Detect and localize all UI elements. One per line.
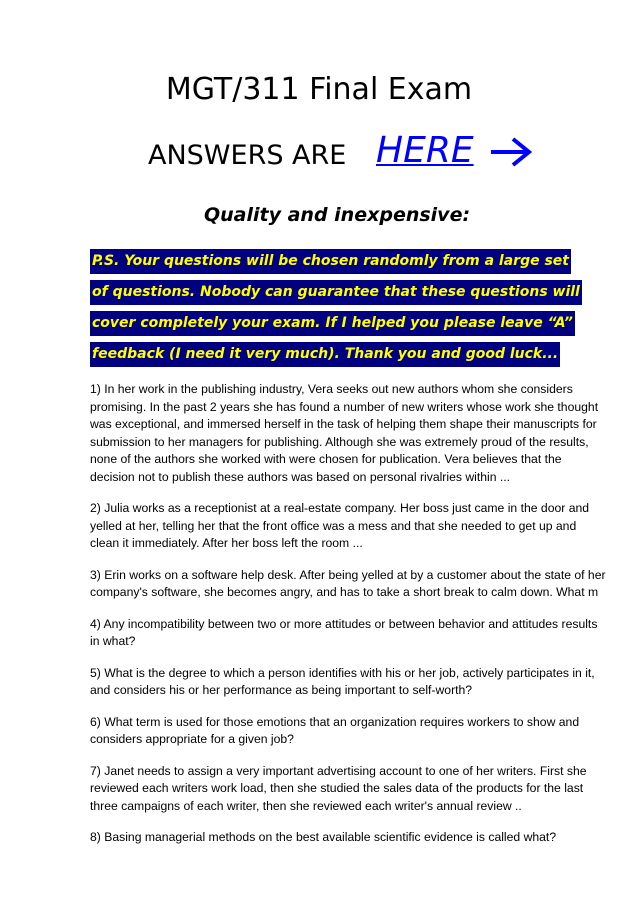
- question-line: promising. In the past 2 years she has found a number of new writers whose work she thought: [90, 399, 599, 414]
- question-3: [90, 567, 606, 602]
- document-title: MGT/311 Final Exam: [165, 72, 473, 107]
- subtitle: Quality and inexpensive:: [204, 204, 471, 226]
- ps-line: P.S. Your questions will be chosen randomly from a large set: [90, 249, 571, 274]
- answers-label: ANSWERS ARE: [148, 140, 347, 171]
- question-line: submission to her managers for publishing. Although she was extremely proud of the results,: [90, 434, 589, 449]
- question-line: 4) Any incompatibility between two or more attitudes or between behavior and attitudes results: [90, 616, 598, 631]
- ps-notice: [90, 249, 595, 373]
- question-line: yelled at her, telling her that the front office was a mess and that she needed to get up and: [90, 518, 577, 533]
- question-line: in what?: [90, 634, 136, 648]
- question-line: 2) Julia works as a receptionist at a real-estate company. Her boss just came in the door and: [90, 501, 590, 515]
- question-6: [90, 714, 595, 749]
- question-2: [90, 500, 595, 553]
- question-line: considers appropriate for a given job?: [90, 732, 294, 746]
- ps-line: feedback (I need it very much). Thank you and good luck...: [90, 342, 560, 367]
- question-line: 7) Janet needs to assign a very important advertising account to one of her writers. First she: [90, 763, 587, 778]
- question-line: three campaigns of each writer, then she reviewed each writer's annual review ..: [90, 798, 522, 813]
- question-line: 5) What is the degree to which a person identifies with his or her job, actively participates in it,: [90, 665, 595, 680]
- question-line: reviewed each writers work load, then she studied the sales data of the products for the last: [90, 781, 584, 795]
- question-line: 8) Basing managerial methods on the best available scientific evidence is called what?: [90, 830, 557, 844]
- right-arrow-icon[interactable]: [489, 134, 535, 170]
- question-line: decision not to publish these authors was based on personal rivalries within ...: [90, 469, 511, 484]
- question-list: [90, 381, 606, 861]
- question-line: none of the authors she worked with were chosen for publication. Vera believes that the: [90, 452, 562, 466]
- question-1: [90, 381, 599, 486]
- question-line: and considers his or her performance as being important to self-worth?: [90, 683, 473, 697]
- question-line: 6) What term is used for those emotions that an organization requires workers to show and: [90, 714, 580, 729]
- question-line: 3) Erin works on a software help desk. After being yelled at by a customer about the state of her: [90, 567, 606, 582]
- question-8: [90, 829, 595, 847]
- question-line: clean it immediately. After her boss left the room ...: [90, 536, 363, 550]
- question-line: 1) In her work in the publishing industry, Vera seeks out new authors whom she considers: [90, 382, 573, 396]
- question-5: [90, 665, 595, 700]
- question-4: [90, 616, 598, 651]
- question-line: company's software, she becomes angry, and has to take a short break to calm down. What m: [90, 585, 599, 599]
- question-7: [90, 763, 595, 816]
- question-line: was exceptional, and immersed herself in the task of helping them shape their manuscripts for: [90, 417, 597, 431]
- here-link[interactable]: HERE: [376, 130, 474, 171]
- ps-line: of questions. Nobody can guarantee that these questions will: [90, 280, 582, 305]
- ps-line: cover completely your exam. If I helped you please leave “A”: [90, 311, 575, 336]
